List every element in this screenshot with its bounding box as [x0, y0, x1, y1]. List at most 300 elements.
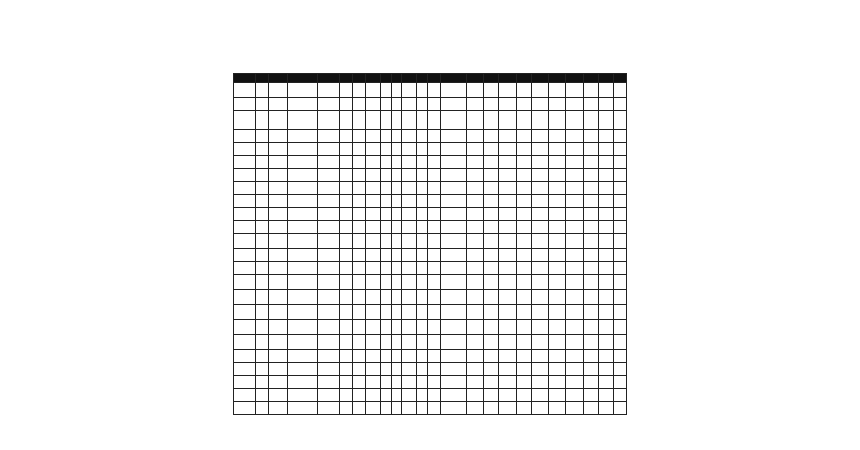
table-cell: [391, 320, 402, 335]
table-cell: [531, 234, 548, 249]
table-cell: [339, 305, 352, 320]
table-cell: [613, 275, 626, 290]
table-cell: [566, 195, 583, 208]
table-cell: [583, 335, 598, 350]
table-cell: [255, 169, 268, 182]
table-cell: [428, 208, 441, 221]
table-cell: [234, 130, 256, 143]
table-cell: [391, 143, 402, 156]
table-cell: [484, 350, 499, 363]
table-cell: [352, 275, 365, 290]
table-cell: [352, 290, 365, 305]
table-cell: [352, 156, 365, 169]
table-cell: [339, 182, 352, 195]
table-cell: [583, 389, 598, 402]
table-cell: [365, 111, 380, 130]
table-cell: [380, 234, 391, 249]
table-cell: [391, 402, 402, 415]
table-cell: [352, 221, 365, 234]
table-row: [234, 350, 627, 363]
table-cell: [417, 83, 428, 98]
table-cell: [583, 221, 598, 234]
table-cell: [339, 249, 352, 262]
table-cell: [467, 320, 484, 335]
column-header[interactable]: [531, 74, 548, 83]
table-cell: [499, 143, 516, 156]
table-cell: [365, 376, 380, 389]
table-cell: [531, 111, 548, 130]
table-cell: [484, 249, 499, 262]
table-cell: [549, 363, 566, 376]
table-cell: [365, 130, 380, 143]
table-cell: [583, 143, 598, 156]
table-cell: [499, 169, 516, 182]
table-cell: [441, 376, 467, 389]
table-cell: [318, 275, 340, 290]
table-cell: [549, 275, 566, 290]
table-cell: [255, 262, 268, 275]
table-body: [234, 83, 627, 415]
table-cell: [499, 182, 516, 195]
table-cell: [268, 208, 287, 221]
column-header[interactable]: [598, 74, 613, 83]
table-cell: [549, 249, 566, 262]
table-cell: [484, 275, 499, 290]
table-cell: [583, 402, 598, 415]
table-cell: [598, 350, 613, 363]
table-cell: [549, 195, 566, 208]
table-cell: [428, 305, 441, 320]
table-cell: [365, 98, 380, 111]
table-cell: [380, 143, 391, 156]
table-cell: [583, 111, 598, 130]
table-cell: [598, 389, 613, 402]
table-cell: [499, 376, 516, 389]
table-cell: [268, 290, 287, 305]
table-cell: [234, 305, 256, 320]
table-cell: [318, 262, 340, 275]
table-cell: [417, 182, 428, 195]
table-cell: [441, 169, 467, 182]
table-cell: [428, 363, 441, 376]
table-cell: [566, 262, 583, 275]
table-cell: [402, 156, 417, 169]
table-cell: [268, 156, 287, 169]
table-cell: [441, 249, 467, 262]
table-cell: [255, 208, 268, 221]
table-cell: [380, 363, 391, 376]
table-cell: [613, 234, 626, 249]
table-cell: [499, 208, 516, 221]
table-cell: [339, 221, 352, 234]
table-cell: [268, 275, 287, 290]
table-cell: [516, 249, 531, 262]
table-cell: [531, 402, 548, 415]
column-header[interactable]: [516, 74, 531, 83]
table-cell: [391, 169, 402, 182]
table-cell: [566, 98, 583, 111]
table-cell: [566, 305, 583, 320]
table-cell: [380, 130, 391, 143]
table-cell: [417, 320, 428, 335]
table-cell: [484, 320, 499, 335]
table-cell: [380, 402, 391, 415]
table-row: [234, 221, 627, 234]
table-cell: [402, 389, 417, 402]
table-cell: [598, 169, 613, 182]
table-cell: [613, 221, 626, 234]
column-header[interactable]: [255, 74, 268, 83]
table-cell: [428, 275, 441, 290]
table-cell: [352, 320, 365, 335]
table-cell: [516, 182, 531, 195]
table-cell: [428, 98, 441, 111]
table-cell: [255, 305, 268, 320]
table-cell: [516, 195, 531, 208]
column-header[interactable]: [268, 74, 287, 83]
table-cell: [583, 98, 598, 111]
table-cell: [531, 130, 548, 143]
table-cell: [287, 402, 317, 415]
table-cell: [268, 363, 287, 376]
table-cell: [531, 208, 548, 221]
table-cell: [268, 305, 287, 320]
table-cell: [318, 221, 340, 234]
table-cell: [365, 234, 380, 249]
table-cell: [380, 305, 391, 320]
table-cell: [402, 275, 417, 290]
table-row: [234, 98, 627, 111]
table-cell: [598, 221, 613, 234]
table-cell: [268, 262, 287, 275]
table-cell: [499, 363, 516, 376]
table-cell: [380, 221, 391, 234]
table-cell: [318, 290, 340, 305]
table-cell: [365, 350, 380, 363]
table-cell: [268, 320, 287, 335]
table-cell: [391, 350, 402, 363]
table-cell: [380, 389, 391, 402]
table-cell: [380, 249, 391, 262]
table-cell: [499, 305, 516, 320]
column-header[interactable]: [352, 74, 365, 83]
table-cell: [516, 143, 531, 156]
table-cell: [441, 389, 467, 402]
table-cell: [287, 363, 317, 376]
table-cell: [467, 363, 484, 376]
table-cell: [428, 195, 441, 208]
table-cell: [234, 169, 256, 182]
table-cell: [613, 402, 626, 415]
table-cell: [339, 98, 352, 111]
table-cell: [516, 350, 531, 363]
table-cell: [516, 111, 531, 130]
table-cell: [402, 402, 417, 415]
column-header[interactable]: [441, 74, 467, 83]
table-cell: [613, 208, 626, 221]
column-header[interactable]: [484, 74, 499, 83]
table-cell: [255, 389, 268, 402]
column-header[interactable]: [499, 74, 516, 83]
table-cell: [417, 221, 428, 234]
table-cell: [234, 402, 256, 415]
column-header[interactable]: [613, 74, 626, 83]
table-cell: [234, 195, 256, 208]
table-cell: [428, 402, 441, 415]
table-cell: [531, 143, 548, 156]
table-cell: [391, 98, 402, 111]
table-cell: [417, 290, 428, 305]
table-cell: [287, 169, 317, 182]
table-cell: [402, 83, 417, 98]
table-cell: [391, 234, 402, 249]
table-cell: [402, 305, 417, 320]
table-cell: [516, 290, 531, 305]
column-header[interactable]: [583, 74, 598, 83]
table-cell: [549, 130, 566, 143]
table-cell: [549, 290, 566, 305]
column-header[interactable]: [417, 74, 428, 83]
table-cell: [287, 156, 317, 169]
table-cell: [287, 305, 317, 320]
table-cell: [365, 402, 380, 415]
table-cell: [255, 143, 268, 156]
table-cell: [391, 195, 402, 208]
table-cell: [499, 275, 516, 290]
table-cell: [428, 389, 441, 402]
table-cell: [613, 111, 626, 130]
table-cell: [365, 249, 380, 262]
column-header[interactable]: [428, 74, 441, 83]
table-cell: [484, 234, 499, 249]
table-cell: [598, 234, 613, 249]
table-cell: [339, 376, 352, 389]
table-cell: [484, 83, 499, 98]
column-header[interactable]: [234, 74, 256, 83]
table-cell: [549, 221, 566, 234]
table-cell: [234, 111, 256, 130]
table-cell: [566, 363, 583, 376]
table-cell: [531, 195, 548, 208]
table-cell: [467, 350, 484, 363]
table-cell: [484, 182, 499, 195]
table-cell: [391, 275, 402, 290]
table-cell: [516, 275, 531, 290]
table-cell: [318, 130, 340, 143]
table-cell: [417, 234, 428, 249]
column-header[interactable]: [287, 74, 317, 83]
table-cell: [441, 221, 467, 234]
table-cell: [287, 98, 317, 111]
table-cell: [352, 363, 365, 376]
table-cell: [234, 376, 256, 389]
table-cell: [287, 290, 317, 305]
table-cell: [613, 83, 626, 98]
table-cell: [268, 221, 287, 234]
table-cell: [255, 402, 268, 415]
table-cell: [352, 249, 365, 262]
table-cell: [391, 262, 402, 275]
table-cell: [268, 376, 287, 389]
table-cell: [531, 249, 548, 262]
table-row: [234, 169, 627, 182]
table-cell: [467, 182, 484, 195]
table-cell: [566, 130, 583, 143]
table-cell: [467, 376, 484, 389]
table-cell: [417, 195, 428, 208]
table-cell: [441, 182, 467, 195]
table-cell: [531, 290, 548, 305]
table-cell: [598, 249, 613, 262]
table-cell: [428, 221, 441, 234]
table-cell: [339, 234, 352, 249]
table-cell: [417, 402, 428, 415]
table-cell: [318, 98, 340, 111]
table-cell: [391, 208, 402, 221]
spreadsheet: [233, 73, 627, 415]
table-cell: [287, 130, 317, 143]
column-header[interactable]: [566, 74, 583, 83]
table-cell: [318, 169, 340, 182]
table-cell: [391, 111, 402, 130]
table-cell: [339, 363, 352, 376]
table-cell: [598, 335, 613, 350]
column-header[interactable]: [549, 74, 566, 83]
table-cell: [516, 234, 531, 249]
table-row: [234, 83, 627, 98]
table-cell: [234, 234, 256, 249]
table-cell: [516, 130, 531, 143]
table-cell: [268, 182, 287, 195]
table-cell: [391, 376, 402, 389]
table-cell: [549, 350, 566, 363]
table-cell: [467, 234, 484, 249]
table-cell: [583, 83, 598, 98]
table-cell: [318, 389, 340, 402]
table-cell: [402, 208, 417, 221]
data-table: [233, 73, 627, 415]
table-cell: [613, 350, 626, 363]
table-cell: [441, 262, 467, 275]
table-cell: [516, 262, 531, 275]
table-cell: [318, 208, 340, 221]
table-cell: [352, 335, 365, 350]
table-cell: [566, 389, 583, 402]
table-cell: [613, 376, 626, 389]
table-cell: [391, 335, 402, 350]
table-cell: [417, 305, 428, 320]
table-cell: [549, 305, 566, 320]
table-cell: [318, 305, 340, 320]
table-cell: [380, 98, 391, 111]
table-cell: [234, 83, 256, 98]
table-cell: [484, 130, 499, 143]
table-cell: [417, 130, 428, 143]
table-cell: [467, 305, 484, 320]
table-row: [234, 111, 627, 130]
table-cell: [339, 111, 352, 130]
table-cell: [255, 221, 268, 234]
table-cell: [402, 130, 417, 143]
column-header[interactable]: [365, 74, 380, 83]
table-row: [234, 335, 627, 350]
table-cell: [441, 350, 467, 363]
table-cell: [549, 389, 566, 402]
table-cell: [417, 363, 428, 376]
table-cell: [428, 320, 441, 335]
table-cell: [583, 350, 598, 363]
table-cell: [613, 305, 626, 320]
table-cell: [391, 221, 402, 234]
table-cell: [441, 195, 467, 208]
table-cell: [352, 143, 365, 156]
table-cell: [484, 221, 499, 234]
table-cell: [417, 208, 428, 221]
table-cell: [549, 156, 566, 169]
table-cell: [391, 83, 402, 98]
table-cell: [318, 249, 340, 262]
table-cell: [287, 350, 317, 363]
table-cell: [428, 290, 441, 305]
table-row: [234, 389, 627, 402]
table-cell: [613, 156, 626, 169]
table-cell: [318, 182, 340, 195]
column-header[interactable]: [380, 74, 391, 83]
table-cell: [428, 143, 441, 156]
column-header[interactable]: [391, 74, 402, 83]
table-cell: [499, 111, 516, 130]
table-cell: [268, 83, 287, 98]
table-cell: [531, 305, 548, 320]
table-row: [234, 249, 627, 262]
table-cell: [428, 335, 441, 350]
table-cell: [441, 305, 467, 320]
table-cell: [352, 402, 365, 415]
table-cell: [352, 389, 365, 402]
table-cell: [598, 182, 613, 195]
table-cell: [566, 83, 583, 98]
table-cell: [484, 389, 499, 402]
table-cell: [467, 169, 484, 182]
table-cell: [380, 262, 391, 275]
table-cell: [318, 402, 340, 415]
table-cell: [484, 305, 499, 320]
column-header[interactable]: [402, 74, 417, 83]
table-cell: [531, 335, 548, 350]
table-cell: [598, 98, 613, 111]
column-header[interactable]: [339, 74, 352, 83]
table-cell: [268, 389, 287, 402]
table-cell: [318, 320, 340, 335]
table-cell: [255, 111, 268, 130]
column-header[interactable]: [467, 74, 484, 83]
table-cell: [234, 98, 256, 111]
table-cell: [467, 130, 484, 143]
table-cell: [583, 195, 598, 208]
table-cell: [268, 130, 287, 143]
table-cell: [339, 169, 352, 182]
table-row: [234, 376, 627, 389]
table-cell: [441, 363, 467, 376]
table-cell: [531, 363, 548, 376]
table-cell: [268, 169, 287, 182]
table-cell: [402, 335, 417, 350]
table-cell: [339, 290, 352, 305]
table-cell: [484, 98, 499, 111]
column-header[interactable]: [318, 74, 340, 83]
table-cell: [441, 83, 467, 98]
table-cell: [428, 376, 441, 389]
